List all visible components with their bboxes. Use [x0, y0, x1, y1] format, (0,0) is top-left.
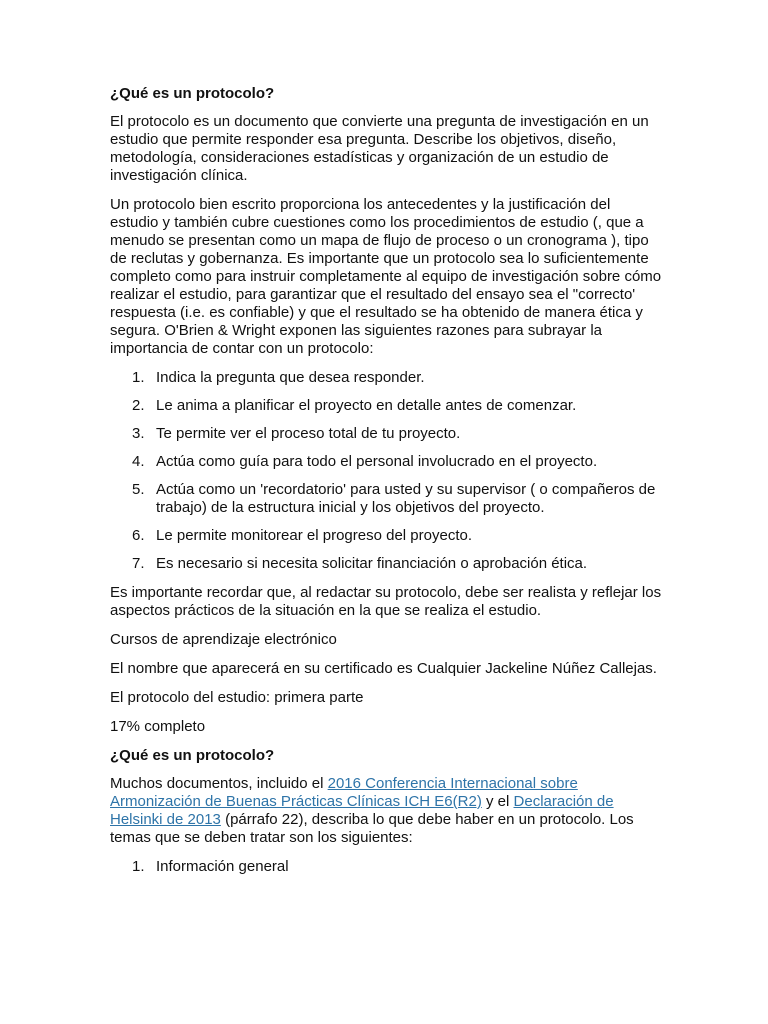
module-title: El protocolo del estudio: primera parte — [110, 689, 364, 706]
progress-status: 17% completo — [110, 718, 206, 735]
section-heading: ¿Qué es un protocolo? — [110, 85, 275, 102]
list-item — [110, 369, 662, 387]
list-number: 5. — [132, 481, 145, 498]
list-number: 7. — [132, 555, 145, 572]
list-item — [110, 527, 662, 545]
reasons-list — [110, 369, 662, 573]
certificate-name: El nombre que aparecerá en su certificado es Cualquier Jackeline Núñez Callejas. — [110, 660, 657, 677]
list-item — [110, 425, 662, 443]
list-text: Es necesario si necesita solicitar financiación o aprobación ética. — [156, 555, 588, 572]
list-number: 1. — [132, 858, 145, 875]
section-heading: ¿Qué es un protocolo? — [110, 747, 275, 764]
paragraph-text: (párrafo 22), describa lo que debe haber en un protocolo. Los temas que se deben tratar son los siguientes: — [110, 811, 634, 846]
list-item — [110, 555, 662, 573]
list-item — [110, 397, 662, 415]
list-text: Le permite monitorear el progreso del proyecto. — [156, 527, 472, 544]
paragraph: Un protocolo bien escrito proporciona los antecedentes y la justificación del estudio y también cubre cuestiones como los procedimientos de estudio (, que a menudo se presentan como un mapa de flujo de proceso o un cronograma ), tipo de reclutas y gobernanza. Es importante que un protocolo sea lo suficientemente completo como para instruir completamente al equipo de investigación sobre cómo realizar el estudio, para garantizar que el resultado del ensayo sea el "correcto' respuesta (i.e. es confiable) y que el resultado se ha obtenido de manera ética y segura. O'Brien & Wright exponen las siguientes razones para subrayar la importancia de contar con un protocolo: — [110, 196, 662, 357]
list-text: Actúa como un 'recordatorio' para usted y su supervisor ( o compañeros de trabajo) de la estructura inicial y los objetivos del proyecto. — [156, 481, 656, 516]
list-number: 6. — [132, 527, 145, 544]
document-page — [110, 85, 662, 887]
list-item — [110, 858, 662, 876]
list-text: Información general — [156, 858, 289, 875]
list-number: 4. — [132, 453, 145, 470]
paragraph: El protocolo es un documento que convierte una pregunta de investigación en un estudio que permite responder esa pregunta. Describe los objetivos, diseño, metodología, consideraciones estadísticas y organización de un estudio de investigación clínica. — [110, 113, 649, 184]
list-text: Actúa como guía para todo el personal involucrado en el proyecto. — [156, 453, 598, 470]
course-title: Cursos de aprendizaje electrónico — [110, 631, 337, 648]
paragraph — [110, 775, 662, 847]
list-number: 2. — [132, 397, 145, 414]
list-text: Te permite ver el proceso total de tu proyecto. — [156, 425, 461, 442]
list-text: Indica la pregunta que desea responder. — [156, 369, 425, 386]
paragraph-text: Muchos documentos, incluido el — [110, 775, 328, 792]
list-number: 3. — [132, 425, 145, 442]
paragraph-text: y el — [481, 793, 514, 810]
list-number: 1. — [132, 369, 145, 386]
list-item — [110, 481, 662, 517]
paragraph: Es importante recordar que, al redactar su protocolo, debe ser realista y reflejar los aspectos prácticos de la situación en la que se realiza el estudio. — [110, 584, 662, 619]
helsinki-declaration-link[interactable]: Declaración de Helsinki de 2013 — [110, 793, 614, 828]
ich-gcp-link[interactable]: 2016 Conferencia Internacional sobre Armonización de Buenas Prácticas Clínicas ICH E6(R2) — [110, 775, 578, 810]
topics-list — [110, 858, 662, 876]
list-item — [110, 453, 662, 471]
list-text: Le anima a planificar el proyecto en detalle antes de comenzar. — [156, 397, 577, 414]
